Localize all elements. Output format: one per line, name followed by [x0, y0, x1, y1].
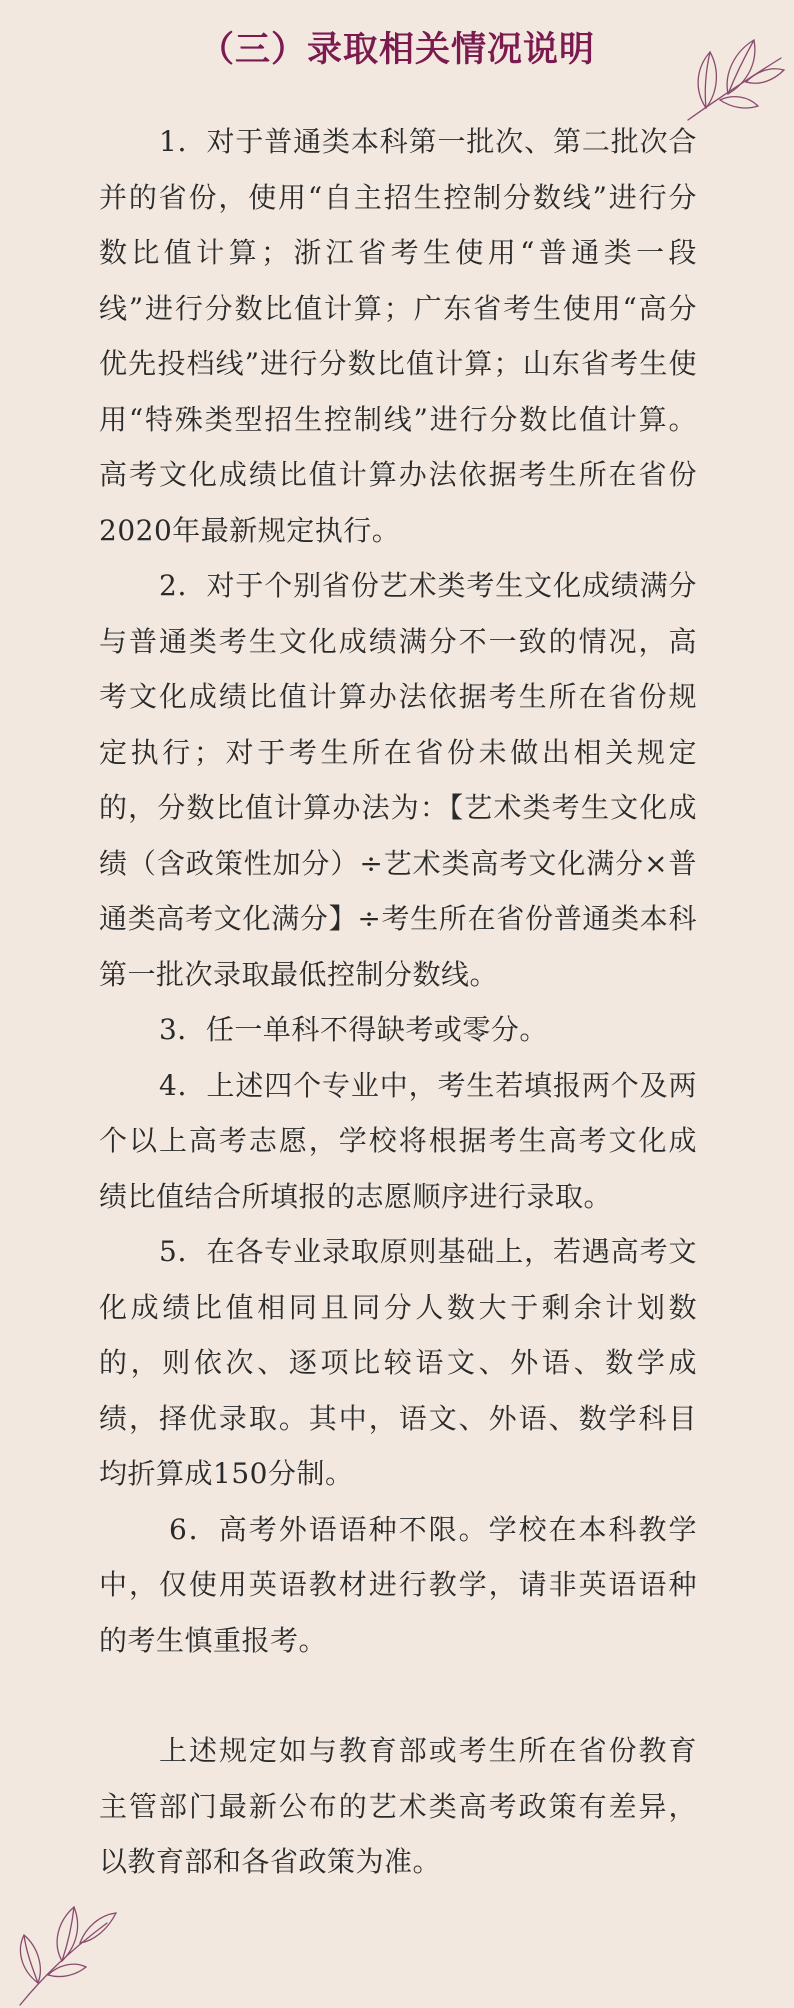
paragraph-5: 5．在各专业录取原则基础上，若遇高考文化成绩比值相同且同分人数大于剩余计划数的，则依次、逐项比较语文、外语、数学成绩，择优录取。其中，语文、外语、数学科目均折算成150分制。 [99, 1235, 697, 1490]
paragraph-4: 4．上述四个专业中，考生若填报两个及两个以上高考志愿，学校将根据考生高考文化成绩比值结合所填报的志愿顺序进行录取。 [99, 1068, 697, 1213]
paragraph-3: 3．任一单科不得缺考或零分。 [159, 1013, 548, 1046]
closing-note: 上述规定如与教育部或考生所在省份教育主管部门最新公布的艺术类高考政策有差异，以教育部和各省政策为准。 [99, 1734, 697, 1878]
document-body [99, 114, 697, 1890]
leaf-branch-icon [12, 1883, 122, 2008]
page-title: （三）录取相关情况说明 [198, 29, 595, 70]
paragraph-2: 2．对于个别省份艺术类考生文化成绩满分与普通类考生文化成绩满分不一致的情况，高考文化成绩比值计算办法依据考生所在省份规定执行；对于考生所在省份未做出相关规定的，分数比值计算办法为：【艺术类考生文化成绩（含政策性加分）÷艺术类高考文化满分×普通类高考文化满分】÷考生所在省份普通类本科第一批次录取最低控制分数线。 [99, 569, 697, 991]
spacer [99, 1668, 697, 1723]
paragraph-6: 6．高考外语语种不限。学校在本科教学中，仅使用英语教材进行教学，请非英语语种的考生慎重报考。 [99, 1512, 697, 1657]
paragraph-1: 1．对于普通类本科第一批次、第二批次合并的省份，使用“自主招生控制分数线”进行分数比值计算；浙江省考生使用“普通类一段线”进行分数比值计算；广东省考生使用“高分优先投档线”进行分数比值计算；山东省考生使用“特殊类型招生控制线”进行分数比值计算。高考文化成绩比值计算办法依据考生所在省份2020年最新规定执行。 [99, 125, 697, 547]
